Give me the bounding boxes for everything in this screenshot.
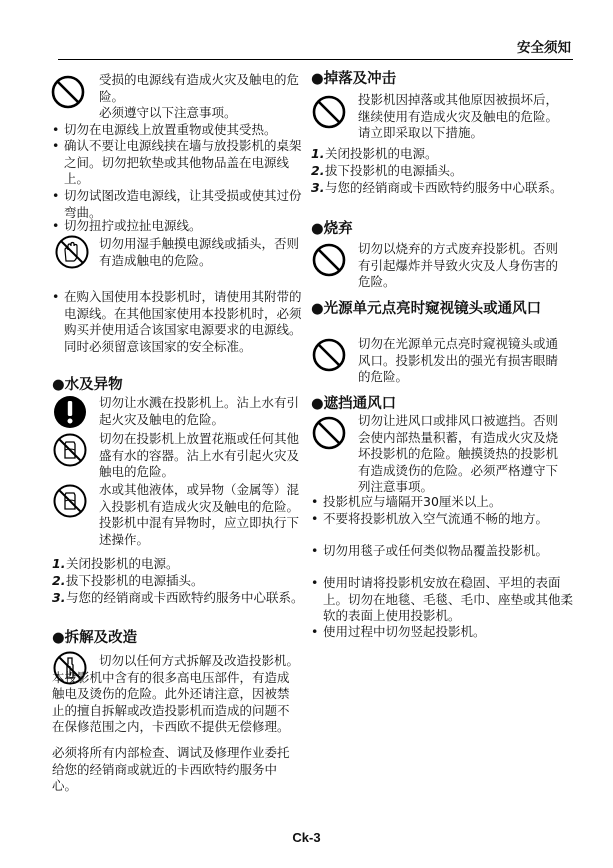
prohibited-icon xyxy=(50,74,86,110)
wet-hands-text: 切勿用湿手触摸电源线或插头，否则有造成触电的危险。 xyxy=(99,236,300,268)
vent-text: 切勿让进风口或排风口被遮挡。否则会使内部热量积蓄，有造成火灾及烧坏投影机的危险。触摸烫热的投影机有造成烫伤的危险。必须严格遵守下列注意事项。 xyxy=(358,413,559,495)
list-item: • 切勿用毯子或任何类似物品覆盖投影机。 xyxy=(311,543,575,560)
prohibited-icon xyxy=(311,415,347,451)
list-item: 1. 关闭投影机的电源。 xyxy=(52,556,179,571)
water-item-1: 切勿让水溅在投影机上。沾上水有引起火灾及触电的危险。 xyxy=(99,395,300,427)
list-item: 3. 与您的经销商或卡西欧特约服务中心联系。 xyxy=(52,590,304,605)
section-title: 安全须知 xyxy=(517,40,571,56)
lens-text: 切勿在光源单元点亮时窥视镜头或通风口。投影机发出的强光有损害眼睛的危险。 xyxy=(358,336,559,385)
page-number: Ck-3 xyxy=(292,830,321,845)
burn-section-heading: ●烧弃 xyxy=(311,221,353,237)
prohibited-icon xyxy=(311,94,347,130)
list-item: • 在购入国使用本投影机时，请使用其附带的电源线。在其他国家使用本投影机时，必须购买并使用适合该国家电源要求的电源线。同时必须留意该国家的安全标准。 xyxy=(52,289,310,355)
list-item: • 切勿试图改造电源线，让其受损或使其过份弯曲。 xyxy=(52,188,310,221)
list-item: 3. 与您的经销商或卡西欧特约服务中心联系。 xyxy=(311,180,563,195)
header-divider xyxy=(58,59,573,60)
list-item: 2. 拔下投影机的电源插头。 xyxy=(311,163,463,178)
water-section-heading: ●水及异物 xyxy=(52,377,123,393)
disassembly-section-heading: ●拆解及改造 xyxy=(52,630,138,646)
no-wet-hands-icon xyxy=(54,234,90,270)
list-item: 2. 拔下投影机的电源插头。 xyxy=(52,573,204,588)
disassembly-text-2: 必须将所有内部检查、调试及修理作业委托给您的经销商或就近的卡西欧特约服务中心。 xyxy=(52,745,290,794)
water-item-2: 切勿在投影机上放置花瓶或任何其他盛有水的容器。沾上水有引起火灾及触电的危险。 xyxy=(99,431,300,480)
water-item-3: 水或其他液体，或异物（金属等）混入投影机有造成火灾及触电的危险。投影机中混有异物时，应立即执行下述操作。 xyxy=(99,482,300,547)
drop-text: 投影机因掉落或其他原因被损坏后，继续使用有造成火灾及触电的危险。请立即采取以下措施。 xyxy=(358,92,559,141)
list-item: • 使用时请将投影机安放在稳固、平坦的表面上。切勿在地毯、毛毯、毛巾、座垫或其他柔软的表面上使用投影机。 xyxy=(311,575,575,625)
cord-warning-text: 受损的电源线有造成火灾及触电的危险。 xyxy=(99,72,300,104)
cord-follow-text: 必须遵守以下注意事项。 xyxy=(99,105,237,120)
list-item: • 确认不要让电源线挟在墙与放投影机的桌架之间。切勿把软垫或其他物品盖在电源线上。 xyxy=(52,138,310,188)
no-liquid-container-icon xyxy=(52,483,88,519)
list-item: • 不要将投影机放入空气流通不畅的地方。 xyxy=(311,511,575,528)
drop-section-heading: ●掉落及冲击 xyxy=(311,71,397,87)
list-item: 1. 关闭投影机的电源。 xyxy=(311,146,438,161)
list-item: • 投影机应与墙隔开30厘米以上。 xyxy=(311,494,575,511)
list-item: • 使用过程中切勿竖起投影机。 xyxy=(311,624,575,641)
disassembly-text: 切勿以任何方式拆解及改造投影机。本投影机中含有的很多高电压部件，有造成触电及烫伤的危险。此外还请注意，因被禁止的擅自拆解或改造投影机而造成的问题不在保修范围之内，卡西欧不提供无偿修理。 xyxy=(52,653,300,735)
prohibited-icon xyxy=(311,337,347,373)
burn-text: 切勿以烧弃的方式废弃投影机。否则有引起爆炸并导致火灾及人身伤害的危险。 xyxy=(358,241,559,290)
prohibited-icon xyxy=(311,242,347,278)
list-item: • 切勿在电源线上放置重物或使其受热。 xyxy=(52,122,310,139)
lens-section-heading: ●光源单元点亮时窥视镜头或通风口 xyxy=(311,301,542,317)
vent-section-heading: ●遮挡通风口 xyxy=(311,396,397,412)
no-liquid-container-icon xyxy=(52,432,88,468)
list-item: • 切勿扭拧或拉扯电源线。 xyxy=(52,218,310,235)
exclamation-icon xyxy=(52,394,88,430)
